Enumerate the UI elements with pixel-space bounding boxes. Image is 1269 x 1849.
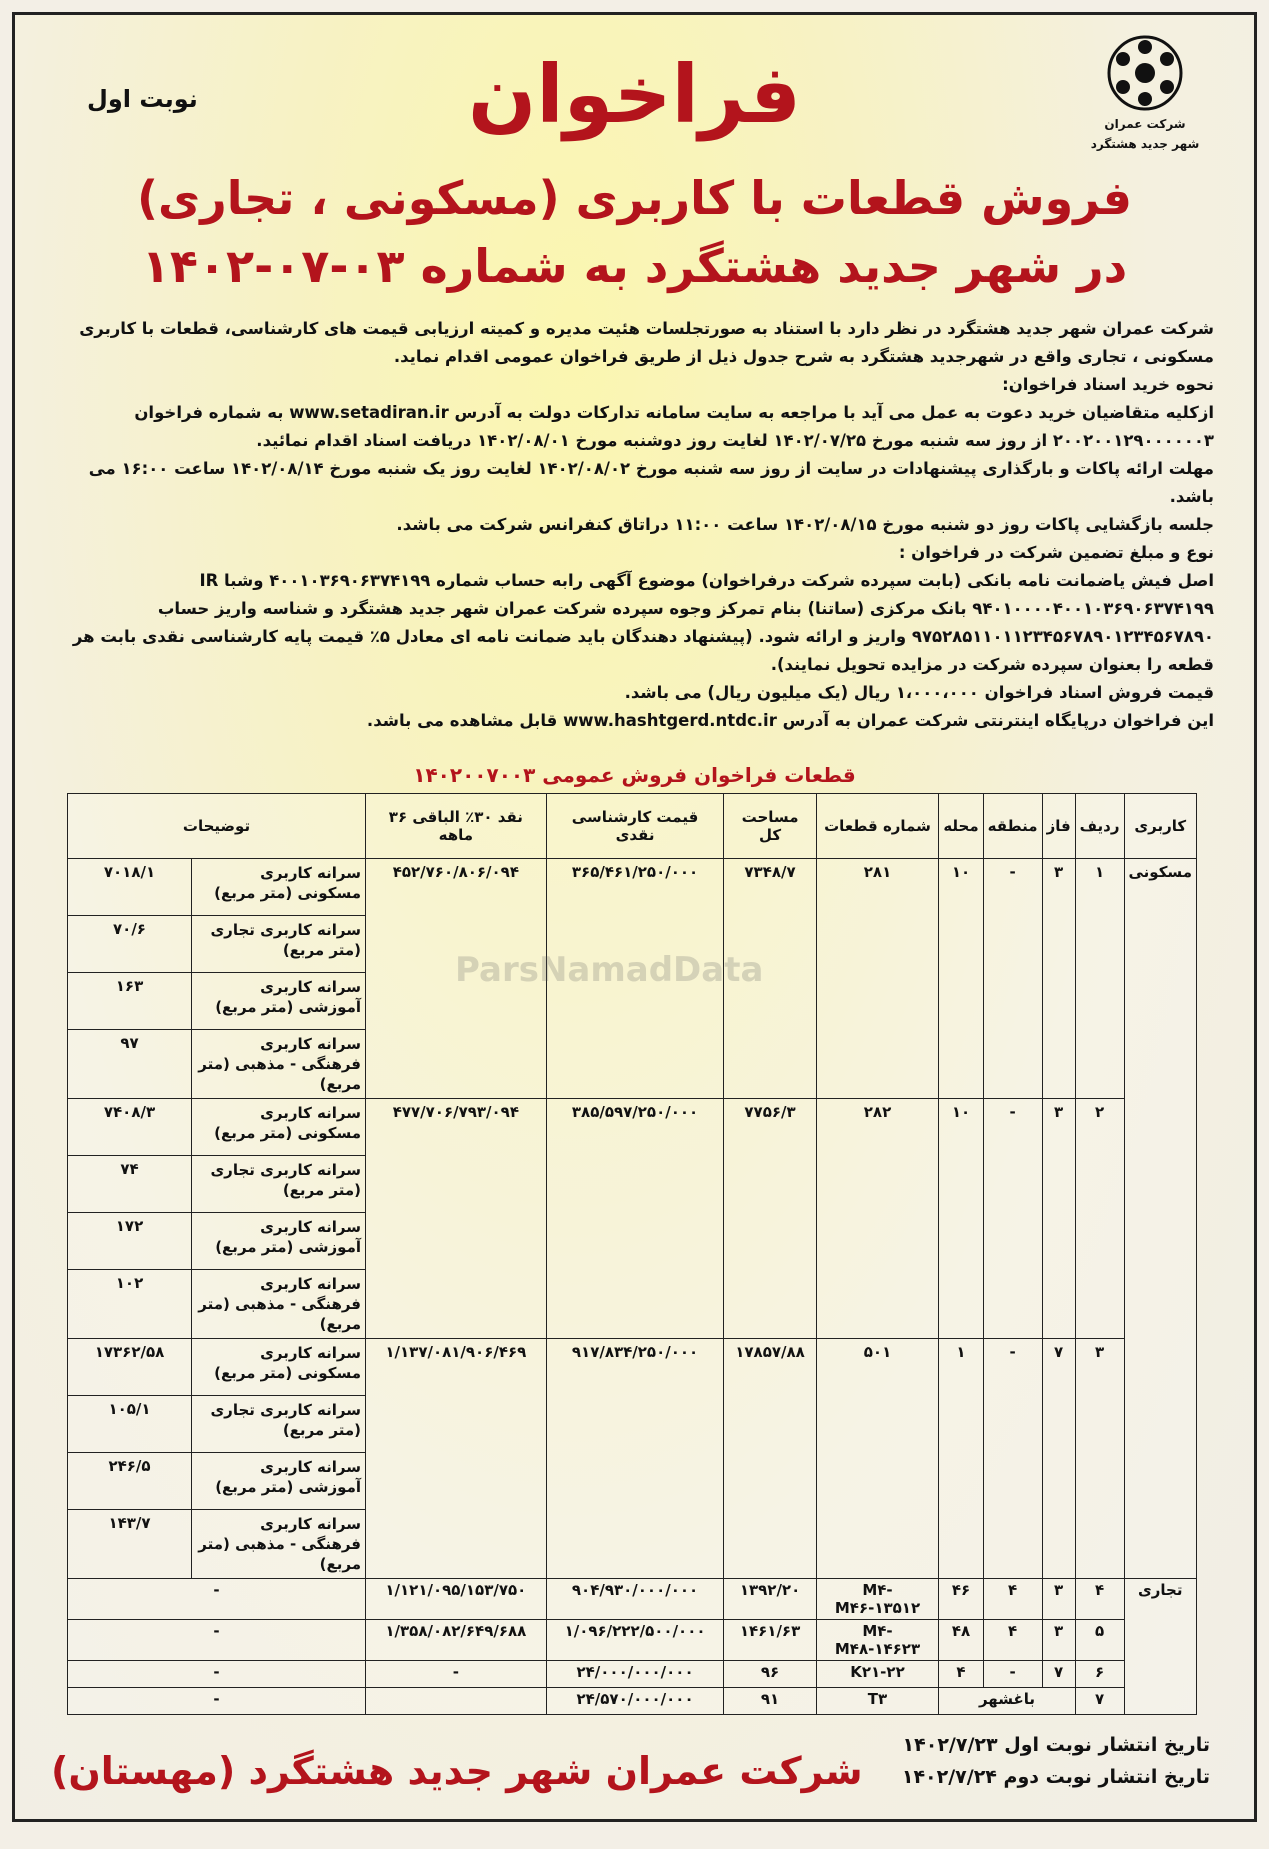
desc-value: ۱۷۳۶۲/۵۸ <box>68 1339 192 1396</box>
cell-phase: ۳ <box>1042 859 1075 1099</box>
cell-district: ۴ <box>939 1661 983 1688</box>
header-notes: توضیحات <box>68 794 366 859</box>
cell-area: ۹۶ <box>724 1661 816 1688</box>
table-row <box>68 1579 1197 1620</box>
cell-price: ۲۴/۵۷۰/۰۰۰/۰۰۰ <box>546 1688 724 1715</box>
cell-district: ۴۶ <box>939 1579 983 1620</box>
cell-notes: - <box>68 1620 366 1661</box>
cell-plot: T۳ <box>816 1688 939 1715</box>
desc-label: سرانه کاربری مسکونی (متر مربع) <box>192 1099 366 1156</box>
cell-price: ۳۶۵/۴۶۱/۲۵۰/۰۰۰ <box>546 859 724 1099</box>
cell-price: ۳۸۵/۵۹۷/۲۵۰/۰۰۰ <box>546 1099 724 1339</box>
desc-value: ۷۴۰۸/۳ <box>68 1099 192 1156</box>
cell-phase: ۳ <box>1042 1099 1075 1339</box>
subtitle-line-2: در شهر جدید هشتگرد به شماره ۰۳-۰۷-۱۴۰۲ <box>141 239 1128 293</box>
header-usage: کاربری <box>1124 794 1197 859</box>
cell-area: ۱۷۸۵۷/۸۸ <box>724 1339 816 1579</box>
cell-phase: ۷ <box>1042 1661 1075 1688</box>
purchase-heading: نحوه خرید اسناد فراخوان: <box>1002 375 1214 394</box>
usage-commercial: تجاری <box>1124 1579 1197 1715</box>
desc-value: ۷۴ <box>68 1156 192 1213</box>
header-zone: منطقه <box>983 794 1042 859</box>
announcement-page <box>12 12 1257 1822</box>
purchase-paragraph: ازکلیه متقاضیان خرید دعوت به عمل می آید با مراجعه به سایت سامانه تدارکات دولت به آدرس www.setadiran.ir به شماره فراخوان ۲۰۰۲۰۰۱۲۹۰۰۰۰۰۰۳ از روز سه شنبه مورخ ۱۴۰۲/۰۷/۲۵ لغایت روز دوشنبه مورخ ۱۴۰۲/۰۸/۰۱ دریافت اسناد اقدام نمائید. <box>134 403 1214 450</box>
guarantee-heading: نوع و مبلغ تضمین شرکت در فراخوان : <box>898 543 1214 562</box>
desc-value: ۱۶۳ <box>68 973 192 1030</box>
desc-label: سرانه کاربری مسکونی (متر مربع) <box>192 1339 366 1396</box>
cell-price: ۲۴/۰۰۰/۰۰۰/۰۰۰ <box>546 1661 724 1688</box>
cell-plot: K۲۱-۲۲ <box>816 1661 939 1688</box>
usage-residential: مسکونی <box>1124 859 1197 1579</box>
header-installment: نقد ۳۰٪ الباقی ۳۶ ماهه <box>366 794 547 859</box>
cell-installment: ۱/۳۵۸/۰۸۲/۶۴۹/۶۸۸ <box>366 1620 547 1661</box>
opening-paragraph: جلسه بازگشایی پاکات روز دو شنبه مورخ ۱۴۰۲/۰۸/۱۵ ساعت ۱۱:۰۰ دراتاق کنفرانس شرکت می باشد. <box>396 515 1214 534</box>
cell-zone: ۴ <box>983 1579 1042 1620</box>
desc-value: ۱۷۲ <box>68 1213 192 1270</box>
cell-notes: - <box>68 1688 366 1715</box>
header-row: ردیف <box>1075 794 1124 859</box>
desc-value: ۷۰/۶ <box>68 916 192 973</box>
company-name: شرکت عمران شهر جدید هشتگرد (مهستان) <box>51 1749 863 1793</box>
cell-area: ۱۳۹۲/۲۰ <box>724 1579 816 1620</box>
plots-table <box>67 793 1197 1715</box>
cell-area: ۱۴۶۱/۶۳ <box>724 1620 816 1661</box>
desc-label: سرانه کاربری آموزشی (متر مربع) <box>192 1213 366 1270</box>
cell-zone: - <box>983 1339 1042 1579</box>
table-row <box>68 1099 1197 1156</box>
cell-plot: ۵۰۱ <box>816 1339 939 1579</box>
cell-district: ۴۸ <box>939 1620 983 1661</box>
desc-value: ۱۰۲ <box>68 1270 192 1339</box>
desc-label: سرانه کاربری آموزشی (متر مربع) <box>192 973 366 1030</box>
cell-area: ۷۳۴۸/۷ <box>724 859 816 1099</box>
table-header-row <box>68 794 1197 859</box>
cell-plot: ۲۸۲ <box>816 1099 939 1339</box>
desc-label: سرانه کاربری آموزشی (متر مربع) <box>192 1453 366 1510</box>
desc-label: سرانه کاربری فرهنگی - مذهبی (متر مربع) <box>192 1270 366 1339</box>
announcement-body <box>55 315 1214 735</box>
cell-district: ۱۰ <box>939 859 983 1099</box>
table-row <box>68 859 1197 916</box>
subtitle-line-1: فروش قطعات با کاربری (مسکونی ، تجاری) <box>137 171 1132 225</box>
cell-row: ۷ <box>1075 1688 1124 1715</box>
cell-installment: ۱/۱۳۷/۰۸۱/۹۰۶/۴۶۹ <box>366 1339 547 1579</box>
cell-row: ۱ <box>1075 859 1124 1099</box>
header-price: قیمت کارشناسی نقدی <box>546 794 724 859</box>
cell-installment: ۴۵۲/۷۶۰/۸۰۶/۰۹۴ <box>366 859 547 1099</box>
cell-zone: - <box>983 1661 1042 1688</box>
desc-value: ۲۴۶/۵ <box>68 1453 192 1510</box>
table-row <box>68 1661 1197 1688</box>
cell-phase: ۷ <box>1042 1339 1075 1579</box>
cell-price: ۱/۰۹۶/۲۲۲/۵۰۰/۰۰۰ <box>546 1620 724 1661</box>
table-title: قطعات فراخوان فروش عمومی ۱۴۰۲۰۰۷۰۰۳ <box>413 763 856 787</box>
cell-district: ۱ <box>939 1339 983 1579</box>
table-row <box>68 1620 1197 1661</box>
guarantee-paragraph: اصل فیش یاضمانت نامه بانکی (بابت سپرده شرکت درفراخوان) موضوع آگهی رابه حساب شماره ۴۰۰۱۰۳۶۹۰۶۳۷۴۱۹۹ وشبا IR ۹۴۰۱۰۰۰۰۴۰۰۱۰۳۶۹۰۶۳۷۴۱۹۹ بانک مرکزی (ساتنا) بنام تمرکز وجوه سپرده شرکت عمران شهر جدید هشتگرد و شناسه واریز حساب ۹۷۵۲۸۵۱۱۰۱۱۲۳۴۵۶۷۸۹۰۱۲۳۴۵۶۷۸۹۰ واریز و ارائه شود. (پیشنهاد دهندگان باید ضمانت نامه ای معادل ۵٪ قیمت پایه کارشناسی نقدی بابت هر قطعه را بعنوان سپرده شرکت در مزایده تحویل نمایند). <box>72 571 1214 674</box>
cell-price: ۹۱۷/۸۳۴/۲۵۰/۰۰۰ <box>546 1339 724 1579</box>
publish-dates <box>902 1729 1210 1793</box>
desc-value: ۹۷ <box>68 1030 192 1099</box>
header-plot: شماره قطعات <box>816 794 939 859</box>
desc-label: سرانه کاربری تجاری (متر مربع) <box>192 1396 366 1453</box>
cell-plot: ۲۸۱ <box>816 859 939 1099</box>
publish-date-first: تاریخ انتشار نوبت اول ۱۴۰۲/۷/۲۳ <box>902 1734 1210 1756</box>
page-title: فراخوان <box>467 48 802 141</box>
cell-zone: - <box>983 859 1042 1099</box>
deadline-paragraph: مهلت ارائه پاکات و بارگذاری پیشنهادات در سایت از روز سه شنبه مورخ ۱۴۰۲/۰۸/۰۲ لغایت روز یک شنبه مورخ ۱۴۰۲/۰۸/۱۴ ساعت ۱۶:۰۰ می باشد. <box>88 459 1214 506</box>
desc-label: سرانه کاربری تجاری (متر مربع) <box>192 916 366 973</box>
cell-notes: - <box>68 1579 366 1620</box>
table-row <box>68 1339 1197 1396</box>
table-row <box>68 1688 1197 1715</box>
desc-label: سرانه کاربری فرهنگی - مذهبی (متر مربع) <box>192 1510 366 1579</box>
logo-line-2: شهر جدید هشتگرد <box>1090 136 1200 151</box>
logo-line-1: شرکت عمران <box>1104 117 1186 131</box>
cell-installment: ۴۷۷/۷۰۶/۷۹۳/۰۹۴ <box>366 1099 547 1339</box>
cell-phase: ۳ <box>1042 1620 1075 1661</box>
cell-phase: ۳ <box>1042 1579 1075 1620</box>
cell-row: ۲ <box>1075 1099 1124 1339</box>
website-paragraph: این فراخوان درپایگاه اینترنتی شرکت عمران به آدرس www.hashtgerd.ntdc.ir قابل مشاهده می باشد. <box>366 711 1214 730</box>
cell-notes: - <box>68 1661 366 1688</box>
cell-zone: ۴ <box>983 1620 1042 1661</box>
desc-value: ۱۰۵/۱ <box>68 1396 192 1453</box>
round-label: نوبت اول <box>87 85 198 113</box>
cell-plot: M۴-M۴۸-۱۴۶۲۳ <box>816 1620 939 1661</box>
cell-zone: - <box>983 1099 1042 1339</box>
cell-row: ۴ <box>1075 1579 1124 1620</box>
desc-value: ۷۰۱۸/۱ <box>68 859 192 916</box>
watermark: ParsNamadData <box>455 950 764 990</box>
cell-area: ۷۷۵۶/۳ <box>724 1099 816 1339</box>
cell-row: ۵ <box>1075 1620 1124 1661</box>
cell-row: ۶ <box>1075 1661 1124 1688</box>
cell-area: ۹۱ <box>724 1688 816 1715</box>
cell-row: ۳ <box>1075 1339 1124 1579</box>
cell-plot: M۴-M۴۶-۱۳۵۱۲ <box>816 1579 939 1620</box>
desc-label: سرانه کاربری تجاری (متر مربع) <box>192 1156 366 1213</box>
header-district: محله <box>939 794 983 859</box>
cell-installment: - <box>366 1661 547 1688</box>
header-phase: فاز <box>1042 794 1075 859</box>
intro-paragraph: شرکت عمران شهر جدید هشتگرد در نظر دارد با استناد به صورتجلسات هئیت مدیره و کمیته ارزیابی قیمت های کارشناسی، قطعات با کاربری مسکونی ، تجاری واقع در شهرجدید هشتگرد به شرح جدول ذیل از طریق فراخوان عمومی اقدام نماید. <box>79 319 1214 366</box>
document-price-paragraph: قیمت فروش اسناد فراخوان ۱،۰۰۰،۰۰۰ ریال (یک میلیون ریال) می باشد. <box>624 683 1214 702</box>
header-area: مساحت کل <box>724 794 816 859</box>
cell-district-merged: باغشهر <box>939 1688 1075 1715</box>
desc-label: سرانه کاربری مسکونی (متر مربع) <box>192 859 366 916</box>
publish-date-second: تاریخ انتشار نوبت دوم ۱۴۰۲/۷/۲۴ <box>901 1766 1210 1788</box>
cell-installment <box>366 1688 547 1715</box>
desc-label: سرانه کاربری فرهنگی - مذهبی (متر مربع) <box>192 1030 366 1099</box>
cell-price: ۹۰۴/۹۳۰/۰۰۰/۰۰۰ <box>546 1579 724 1620</box>
cell-installment: ۱/۱۲۱/۰۹۵/۱۵۳/۷۵۰ <box>366 1579 547 1620</box>
cell-district: ۱۰ <box>939 1099 983 1339</box>
desc-value: ۱۴۳/۷ <box>68 1510 192 1579</box>
